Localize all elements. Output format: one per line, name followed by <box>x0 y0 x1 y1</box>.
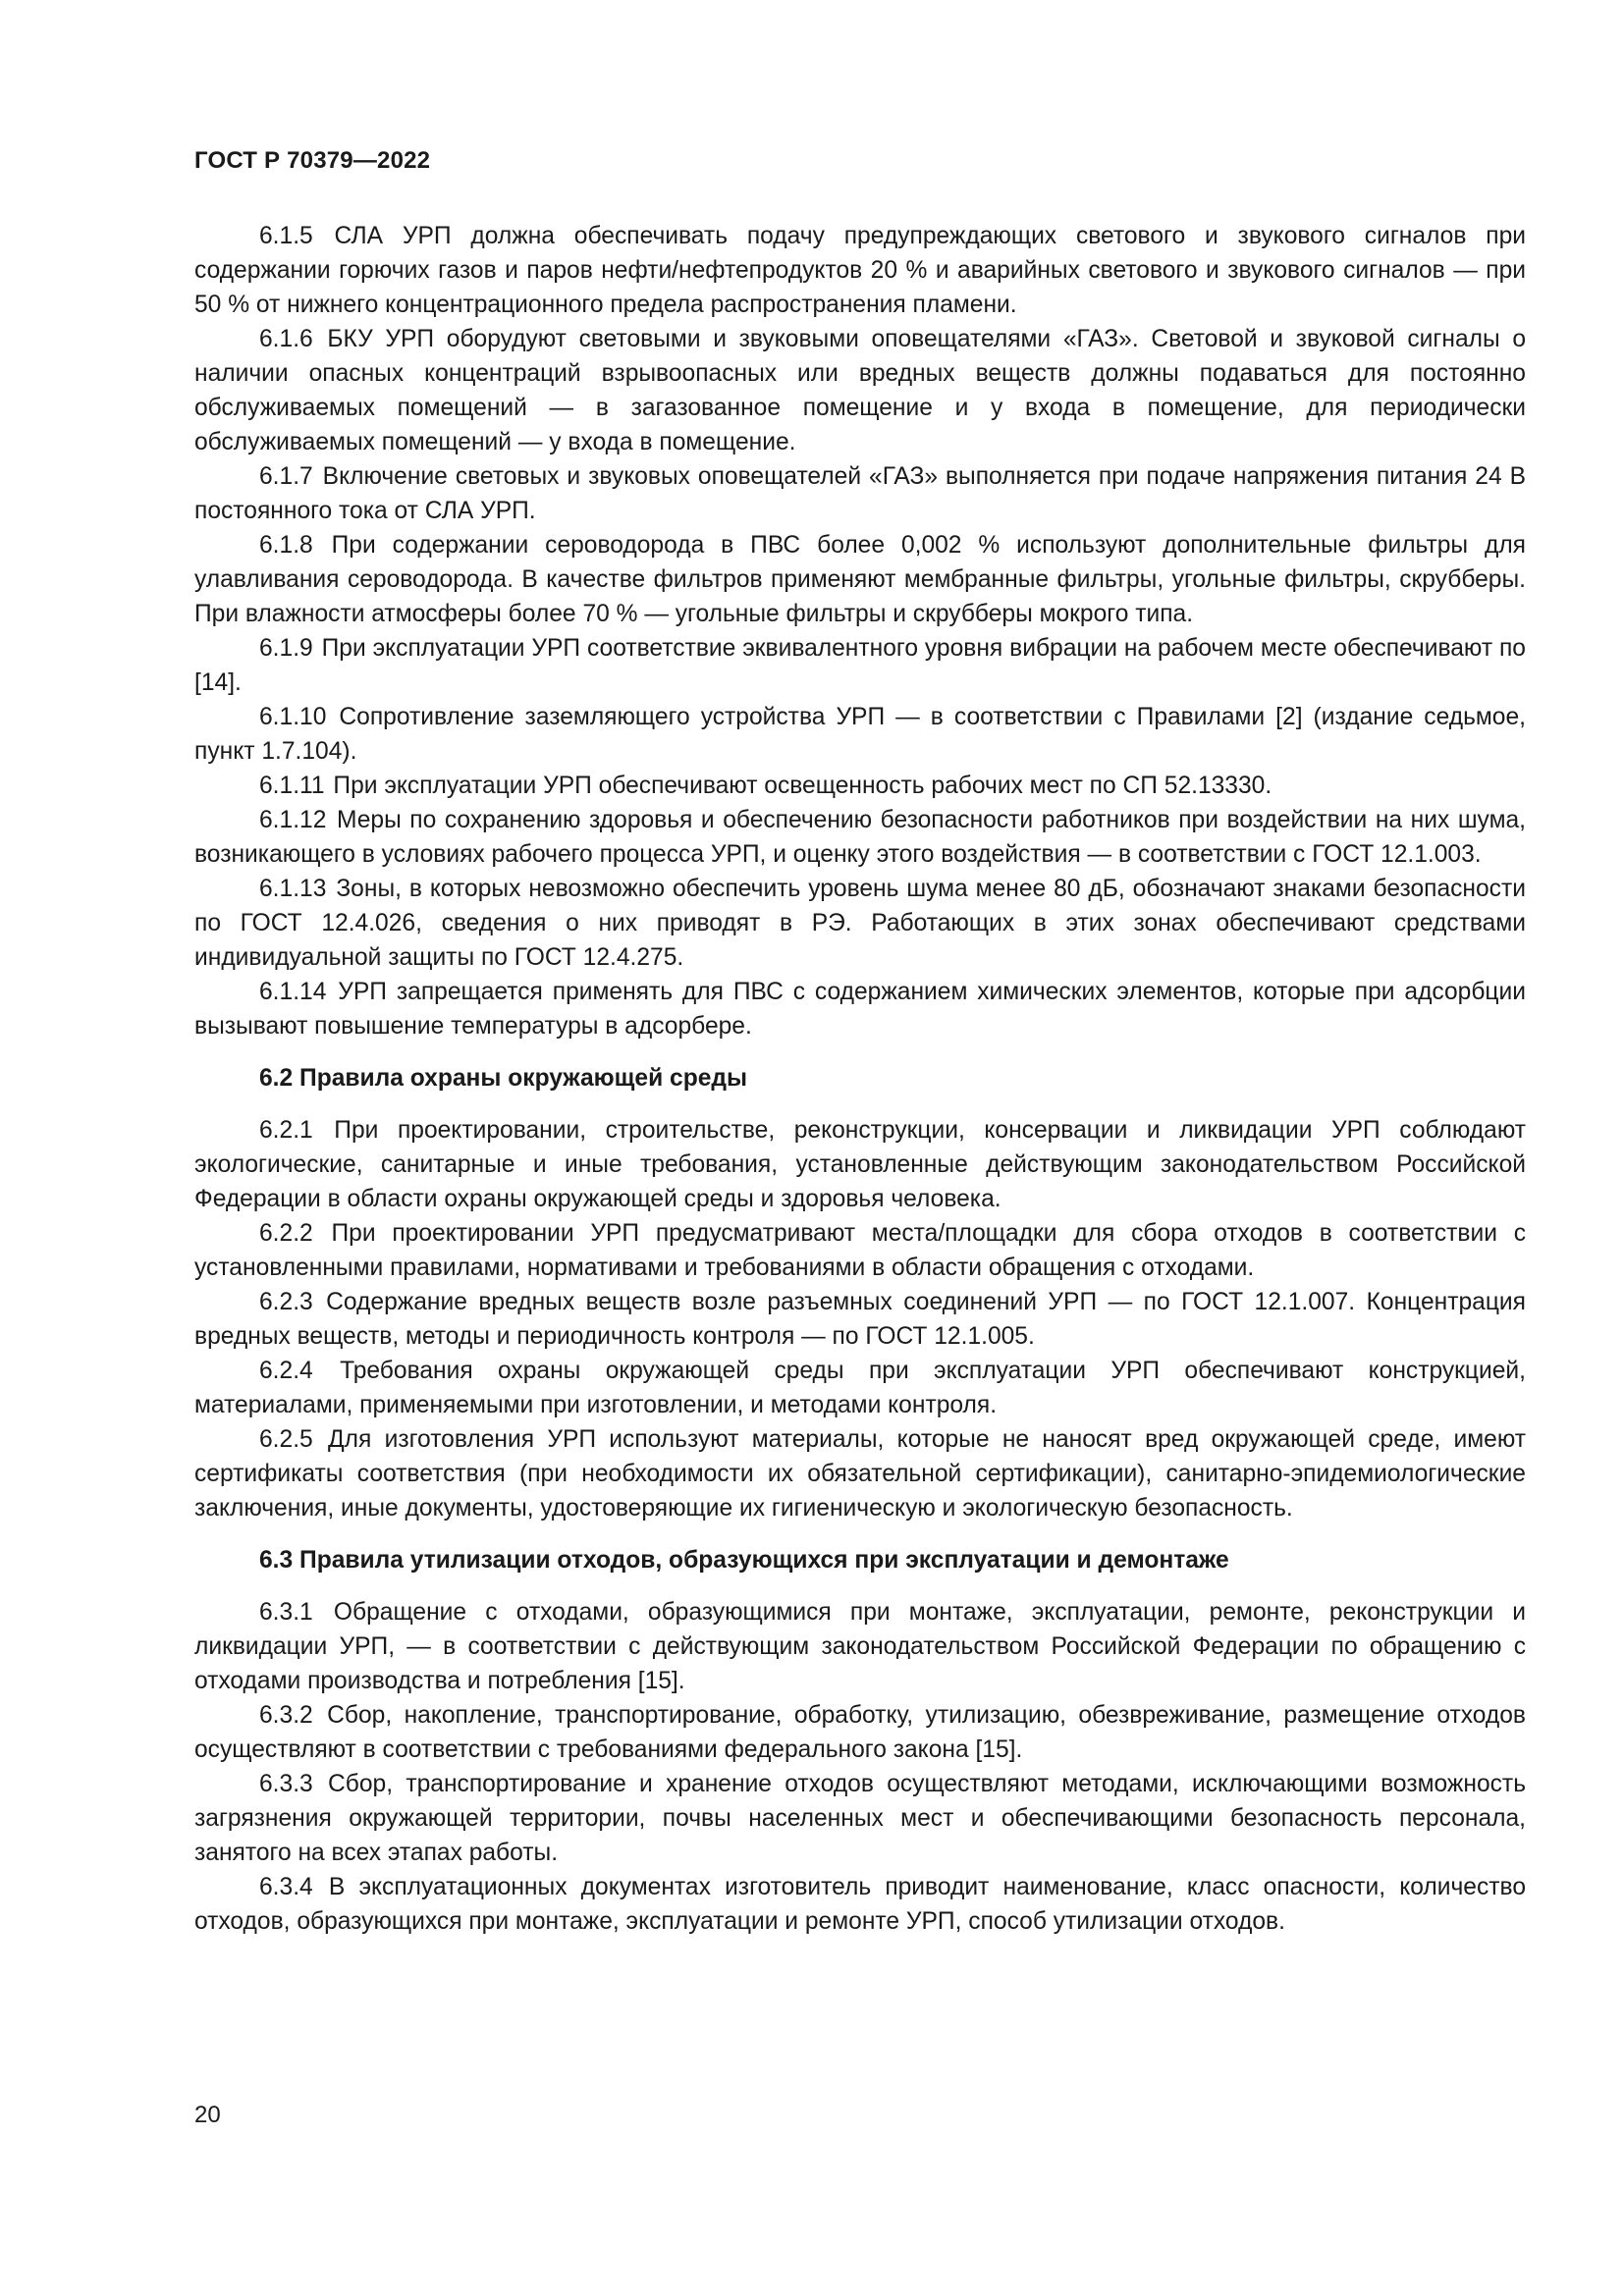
paragraph-6-2-3 <box>194 1285 1526 1354</box>
paragraph-text: БКУ УРП оборудуют световыми и звуковыми оповещателями «ГАЗ». Световой и звуковой сигналы о наличии опасных концентраций взрывоопасных или вредных веществ должны подаваться для постоянно обслуживаемых помещений — в загазованное помещение и у входа в помещение, для периодически обслуживаемых помещений — у входа в помещение. <box>194 326 1526 455</box>
paragraph-number: 6.2.1 <box>259 1117 313 1144</box>
paragraph-text: СЛА УРП должна обеспечивать подачу предупреждающих светового и звукового сигналов при содержании горючих газов и паров нефти/нефтепродуктов 20 % и аварийных светового и звукового сигналов — при 50 % от нижнего концентрационного предела распространения пламени. <box>194 223 1526 318</box>
paragraph-number: 6.1.12 <box>259 807 327 833</box>
page-number: 20 <box>194 2102 221 2128</box>
paragraph-number: 6.1.5 <box>259 223 313 249</box>
paragraph-text: Сбор, транспортирование и хранение отходов осуществляют методами, исключающими возможность загрязнения окружающей территории, почвы населенных мест и обеспечивающими безопасность персонала, занятого на всех этапах работы. <box>194 1771 1527 1866</box>
paragraph-6-2-4 <box>194 1354 1526 1422</box>
paragraph-number: 6.1.8 <box>259 532 313 559</box>
paragraph-6-3-2 <box>194 1698 1526 1767</box>
paragraph-6-2-1 <box>194 1113 1526 1216</box>
paragraph-text: Сбор, накопление, транспортирование, обработку, утилизацию, обезвреживание, размещение отходов осуществляют в соответствии с требованиями федерального закона [15]. <box>194 1702 1526 1763</box>
paragraph-6-1-12 <box>194 803 1526 872</box>
paragraph-number: 6.2.5 <box>259 1426 313 1453</box>
paragraph-number: 6.2.2 <box>259 1220 313 1247</box>
section-heading-6-3: 6.3 Правила утилизации отходов, образующихся при эксплуатации и демонтаже <box>259 1547 1229 1574</box>
paragraph-text: При проектировании УРП предусматривают места/площадки для сбора отходов в соответствии с установленными правилами, нормативами и требованиями в области обращения с отходами. <box>194 1220 1526 1281</box>
paragraph-text: Обращение с отходами, образующимися при монтаже, эксплуатации, ремонте, реконструкции и ликвидации УРП, — в соответствии с действующим законодательством Российской Федерации по обращению с отходами производства и потребления [15]. <box>194 1599 1526 1694</box>
paragraph-text: При содержании сероводорода в ПВС более 0,002 % используют дополнительные фильтры для улавливания сероводорода. В качестве фильтров применяют мембранные фильтры, угольные фильтры, скрубберы. При влажности атмосферы более 70 % — угольные фильтры и скрубберы мокрого типа. <box>194 532 1526 627</box>
paragraph-number: 6.2.3 <box>259 1289 313 1315</box>
section-heading-6-2: 6.2 Правила охраны окружающей среды <box>259 1065 748 1092</box>
paragraph-number: 6.3.3 <box>259 1771 313 1797</box>
document-code-header: ГОСТ Р 70379—2022 <box>194 147 431 174</box>
paragraph-text: При эксплуатации УРП обеспечивают освещенность рабочих мест по СП 52.13330. <box>333 773 1272 799</box>
paragraph-text: Зоны, в которых невозможно обеспечить уровень шума менее 80 дБ, обозначают знаками безопасности по ГОСТ 12.4.026, сведения о них приводят в РЭ. Работающих в этих зонах обеспечивают средствами индивидуальной защиты по ГОСТ 12.4.275. <box>194 876 1526 971</box>
paragraph-text: В эксплуатационных документах изготовитель приводит наименование, класс опасности, количество отходов, образующихся при монтаже, эксплуатации и ремонте УРП, способ утилизации отходов. <box>194 1874 1526 1935</box>
paragraph-6-1-7 <box>194 459 1526 528</box>
paragraph-6-1-8 <box>194 528 1526 631</box>
paragraph-6-1-11 <box>194 769 1526 803</box>
paragraph-text: Сопротивление заземляющего устройства УРП — в соответствии с Правилами [2] (издание седьмое, пункт 1.7.104). <box>194 704 1526 765</box>
paragraph-number: 6.1.10 <box>259 704 327 730</box>
paragraph-number: 6.1.13 <box>259 876 327 902</box>
paragraph-text: Включение световых и звуковых оповещателей «ГАЗ» выполняется при подаче напряжения питания 24 В постоянного тока от СЛА УРП. <box>194 463 1526 524</box>
paragraph-text: Для изготовления УРП используют материалы, которые не наносят вред окружающей среде, имеют сертификаты соответствия (при необходимости их обязательной сертификации), санитарно-эпидемиологические заключения, иные документы, удостоверяющие их гигиеническую и экологическую безопасность. <box>194 1426 1526 1522</box>
paragraph-number: 6.3.4 <box>259 1874 313 1900</box>
paragraph-6-1-5 <box>194 219 1526 322</box>
paragraph-text: Содержание вредных веществ возле разъемных соединений УРП — по ГОСТ 12.1.007. Концентрация вредных веществ, методы и периодичность контроля — по ГОСТ 12.1.005. <box>194 1289 1526 1350</box>
paragraph-number: 6.3.2 <box>259 1702 313 1729</box>
paragraph-6-2-5 <box>194 1422 1526 1525</box>
paragraph-6-1-13 <box>194 872 1526 975</box>
paragraph-text: При проектировании, строительстве, реконструкции, консервации и ликвидации УРП соблюдают экологические, санитарные и иные требования, установленные действующим законодательством Российской Федерации в области охраны окружающей среды и здоровья человека. <box>194 1117 1526 1212</box>
paragraph-text: Меры по сохранению здоровья и обеспечению безопасности работников при воздействии на них шума, возникающего в условиях рабочего процесса УРП, и оценку этого воздействия — в соответствии с ГОСТ 12.1.003. <box>194 807 1526 868</box>
document-body <box>194 219 1526 1939</box>
paragraph-6-3-4 <box>194 1870 1526 1939</box>
paragraph-text: Требования охраны окружающей среды при эксплуатации УРП обеспечивают конструкцией, материалами, применяемыми при изготовлении, и методами контроля. <box>194 1358 1526 1418</box>
paragraph-number: 6.1.14 <box>259 979 327 1005</box>
document-page <box>194 0 1526 2296</box>
paragraph-6-3-3 <box>194 1767 1526 1870</box>
paragraph-number: 6.3.1 <box>259 1599 313 1626</box>
paragraph-number: 6.1.11 <box>259 773 325 799</box>
paragraph-6-1-10 <box>194 700 1526 769</box>
paragraph-number: 6.1.7 <box>259 463 313 490</box>
paragraph-number: 6.1.9 <box>259 635 313 662</box>
paragraph-text: При эксплуатации УРП соответствие эквивалентного уровня вибрации на рабочем месте обеспечивают по [14]. <box>194 635 1526 696</box>
paragraph-text: УРП запрещается применять для ПВС с содержанием химических элементов, которые при адсорбции вызывают повышение температуры в адсорбере. <box>194 979 1526 1040</box>
paragraph-6-3-1 <box>194 1595 1526 1698</box>
paragraph-6-1-9 <box>194 631 1526 700</box>
paragraph-6-1-14 <box>194 975 1526 1043</box>
paragraph-6-1-6 <box>194 322 1526 459</box>
paragraph-6-2-2 <box>194 1216 1526 1285</box>
paragraph-number: 6.2.4 <box>259 1358 313 1384</box>
paragraph-number: 6.1.6 <box>259 326 313 352</box>
